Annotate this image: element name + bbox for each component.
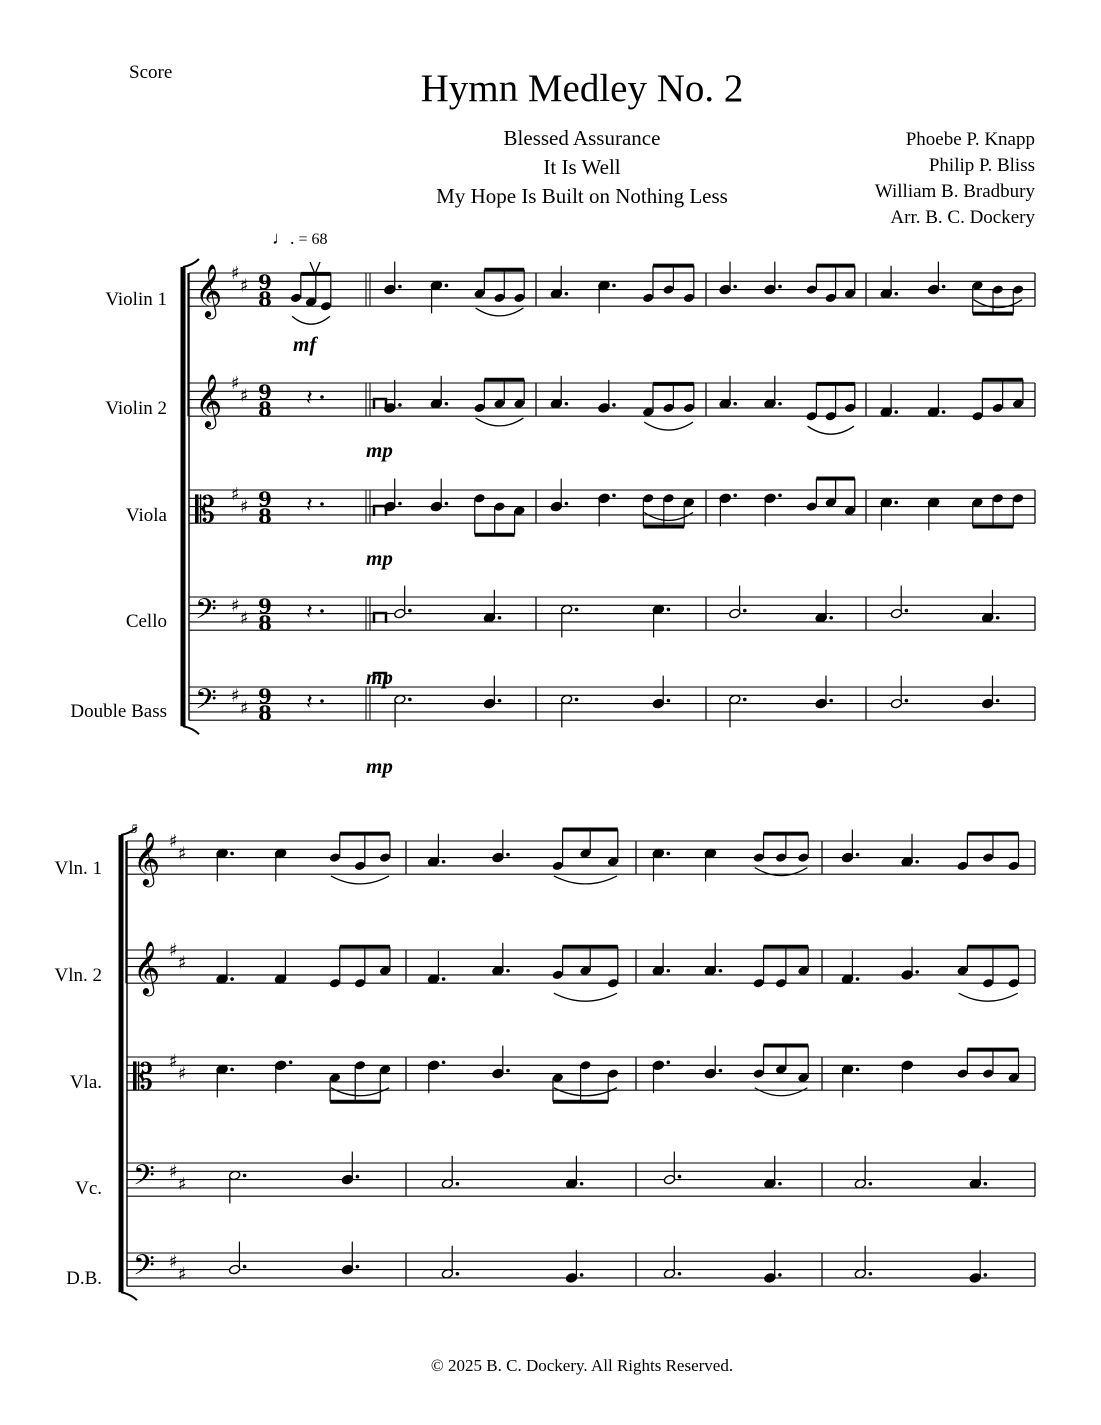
augmentation-dot [984, 1182, 988, 1186]
augmentation-dot [243, 1174, 247, 1178]
augmentation-dot [230, 977, 234, 981]
sharp-icon: ♯ [169, 1251, 178, 1273]
time-signature-denominator: 8 [258, 611, 272, 635]
slur [644, 512, 693, 520]
measure-number: 5 [131, 821, 138, 836]
bass-clef-icon: 𝄢 [133, 1159, 155, 1199]
subtitle-2: It Is Well [543, 155, 621, 179]
augmentation-dot [829, 699, 833, 703]
augmentation-dot [320, 609, 324, 613]
augmentation-dot [565, 502, 569, 506]
instrument-name-cello: Cello [125, 611, 167, 632]
augmentation-dot [905, 609, 909, 613]
treble-clef-icon: 𝄞 [195, 373, 223, 427]
sharp-icon: ♯ [169, 831, 178, 852]
augmentation-dot [869, 1182, 873, 1186]
augmentation-dot [667, 699, 671, 703]
augmentation-dot [612, 284, 616, 288]
instrument-name-vc: Vc. [75, 1178, 102, 1199]
augmentation-dot [243, 1265, 247, 1269]
augmentation-dot [678, 1175, 682, 1179]
sharp-icon: ♯ [178, 952, 187, 974]
augmentation-dot [905, 699, 909, 703]
augmentation-dot [445, 284, 449, 288]
augmentation-dot [778, 1182, 782, 1186]
slur [554, 1088, 617, 1096]
augmentation-dot [230, 852, 234, 856]
augmentation-dot [408, 698, 412, 702]
augmentation-dot [498, 699, 502, 703]
slur [476, 308, 524, 316]
slur [755, 1088, 808, 1096]
augmentation-dot [778, 1273, 782, 1277]
page-title: Hymn Medley No. 2 [420, 67, 744, 110]
sharp-icon: ♯ [240, 607, 249, 629]
augmentation-dot [565, 292, 569, 296]
sharp-icon: ♯ [231, 484, 240, 506]
sharp-icon: ♯ [240, 697, 249, 719]
slur [554, 876, 617, 884]
augmentation-dot [445, 502, 449, 506]
augmentation-dot [719, 969, 723, 973]
augmentation-dot [915, 860, 919, 864]
augmentation-dot [230, 1068, 234, 1072]
augmentation-dot [743, 698, 747, 702]
augmentation-dot [612, 494, 616, 498]
augmentation-dot [398, 285, 402, 289]
augmentation-dot [942, 285, 946, 289]
augmentation-dot [856, 1068, 860, 1072]
augmentation-dot [733, 402, 737, 406]
augmentation-dot [356, 1265, 360, 1269]
augmentation-dot [996, 699, 1000, 703]
copyright-footer: © 2025 B. C. Dockery. All Rights Reserved. [430, 1356, 734, 1375]
alto-clef-icon: 𝄡 [195, 490, 216, 531]
bass-clef-icon: 𝄢 [195, 593, 217, 633]
tempo-bpm: = 68 [298, 231, 328, 248]
instrument-name-double-bass: Double Bass [70, 701, 167, 722]
augmentation-dot [894, 410, 898, 414]
instrument-name-violin2: Violin 2 [105, 398, 167, 419]
time-signature-denominator: 8 [258, 397, 272, 421]
bracket-hook [121, 1292, 137, 1300]
dynamic-marking: mp [366, 546, 393, 570]
arranger: Arr. B. C. Dockery [890, 207, 1035, 228]
slur [959, 993, 1018, 1001]
augmentation-dot [506, 853, 510, 857]
augmentation-dot [575, 608, 579, 612]
augmentation-dot [733, 285, 737, 289]
slur [476, 418, 524, 426]
sharp-icon: ♯ [178, 843, 187, 865]
augmentation-dot [894, 501, 898, 505]
instrument-name-violin1: Violin 1 [105, 289, 167, 310]
slur [292, 316, 330, 324]
augmentation-dot [442, 1061, 446, 1065]
time-signature-numerator: 9 [258, 684, 272, 708]
augmentation-dot [778, 494, 782, 498]
time-signature-denominator: 8 [258, 504, 272, 528]
augmentation-dot [667, 969, 671, 973]
augmentation-dot [667, 608, 671, 612]
augmentation-dot [320, 395, 324, 399]
augmentation-dot [942, 410, 946, 414]
augmentation-dot [442, 860, 446, 864]
augmentation-dot [743, 609, 747, 613]
augmentation-dot [719, 1069, 723, 1073]
augmentation-dot [456, 1182, 460, 1186]
treble-clef-icon: 𝄞 [133, 940, 161, 994]
treble-clef-icon: 𝄞 [133, 831, 161, 885]
sharp-icon: ♯ [231, 685, 240, 707]
quarter-rest-icon: 𝄽 [306, 690, 313, 715]
instrument-name-viola: Viola [125, 505, 167, 526]
composer-1: Phoebe P. Knapp [905, 129, 1035, 150]
bracket-hook [183, 726, 199, 734]
sharp-icon: ♯ [169, 940, 178, 961]
augmentation-dot [778, 285, 782, 289]
sharp-icon: ♯ [231, 595, 240, 617]
time-signature-denominator: 8 [258, 287, 272, 311]
augmentation-dot [915, 970, 919, 974]
augmentation-dot [356, 1175, 360, 1179]
quarter-rest-icon: 𝄽 [306, 600, 313, 625]
instrument-name-vln1: Vln. 1 [54, 858, 102, 879]
sharp-icon: ♯ [178, 1063, 187, 1085]
augmentation-dot [506, 969, 510, 973]
time-signature-numerator: 9 [258, 380, 272, 404]
augmentation-dot [289, 1061, 293, 1065]
composer-3: William B. Bradbury [874, 181, 1035, 202]
sharp-icon: ♯ [240, 275, 249, 297]
augmentation-dot [445, 402, 449, 406]
augmentation-dot [856, 853, 860, 857]
augmentation-dot [829, 616, 833, 620]
bass-clef-icon: 𝄢 [195, 683, 217, 723]
instrument-name-vln2: Vln. 2 [54, 965, 102, 986]
subtitle-3: My Hope Is Built on Nothing Less [436, 184, 728, 208]
alto-clef-icon: 𝄡 [133, 1057, 154, 1098]
augmentation-dot [894, 292, 898, 296]
sharp-icon: ♯ [178, 1263, 187, 1285]
augmentation-dot [667, 1061, 671, 1065]
time-signature-numerator: 9 [258, 487, 272, 511]
dotted-quarter-note-icon: ♩. [272, 228, 295, 248]
augmentation-dot [398, 502, 402, 506]
augmentation-dot [506, 1069, 510, 1073]
augmentation-dot [733, 494, 737, 498]
augmentation-dot [575, 698, 579, 702]
quarter-rest-icon: 𝄽 [306, 493, 313, 518]
instrument-name-vla: Vla. [69, 1072, 102, 1093]
augmentation-dot [456, 1272, 460, 1276]
instrument-name-db: D.B. [66, 1268, 102, 1289]
slur [644, 422, 693, 430]
augmentation-dot [580, 1182, 584, 1186]
augmentation-dot [498, 616, 502, 620]
augmentation-dot [442, 977, 446, 981]
dynamic-marking: mp [366, 754, 393, 778]
augmentation-dot [565, 402, 569, 406]
time-signature-numerator: 9 [258, 594, 272, 618]
sharp-icon: ♯ [240, 385, 249, 407]
quarter-rest-icon: 𝄽 [306, 386, 313, 411]
augmentation-dot [984, 1273, 988, 1277]
sharp-icon: ♯ [240, 496, 249, 518]
time-signature-numerator: 9 [258, 270, 272, 294]
dynamic-marking: mp [366, 665, 393, 689]
augmentation-dot [667, 852, 671, 856]
augmentation-dot [778, 402, 782, 406]
time-signature-denominator: 8 [258, 701, 272, 725]
augmentation-dot [398, 403, 402, 407]
dynamic-marking: mf [293, 332, 317, 356]
sharp-icon: ♯ [178, 1173, 187, 1195]
sharp-icon: ♯ [231, 263, 240, 284]
augmentation-dot [996, 616, 1000, 620]
composer-2: Philip P. Bliss [928, 155, 1035, 176]
augmentation-dot [320, 699, 324, 703]
treble-clef-icon: 𝄞 [195, 263, 223, 317]
augmentation-dot [678, 1272, 682, 1276]
sharp-icon: ♯ [169, 1051, 178, 1073]
slur [554, 993, 617, 1001]
augmentation-dot [869, 1272, 873, 1276]
slur [331, 876, 389, 884]
subtitle-1: Blessed Assurance [503, 126, 661, 150]
score-label: Score [129, 62, 173, 83]
dynamic-marking: mp [366, 438, 393, 462]
sharp-icon: ♯ [169, 1161, 178, 1183]
bass-clef-icon: 𝄢 [133, 1249, 155, 1289]
augmentation-dot [612, 403, 616, 407]
augmentation-dot [408, 609, 412, 613]
augmentation-dot [320, 502, 324, 506]
augmentation-dot [856, 977, 860, 981]
sharp-icon: ♯ [231, 373, 240, 394]
slur [808, 426, 854, 434]
augmentation-dot [580, 1273, 584, 1277]
